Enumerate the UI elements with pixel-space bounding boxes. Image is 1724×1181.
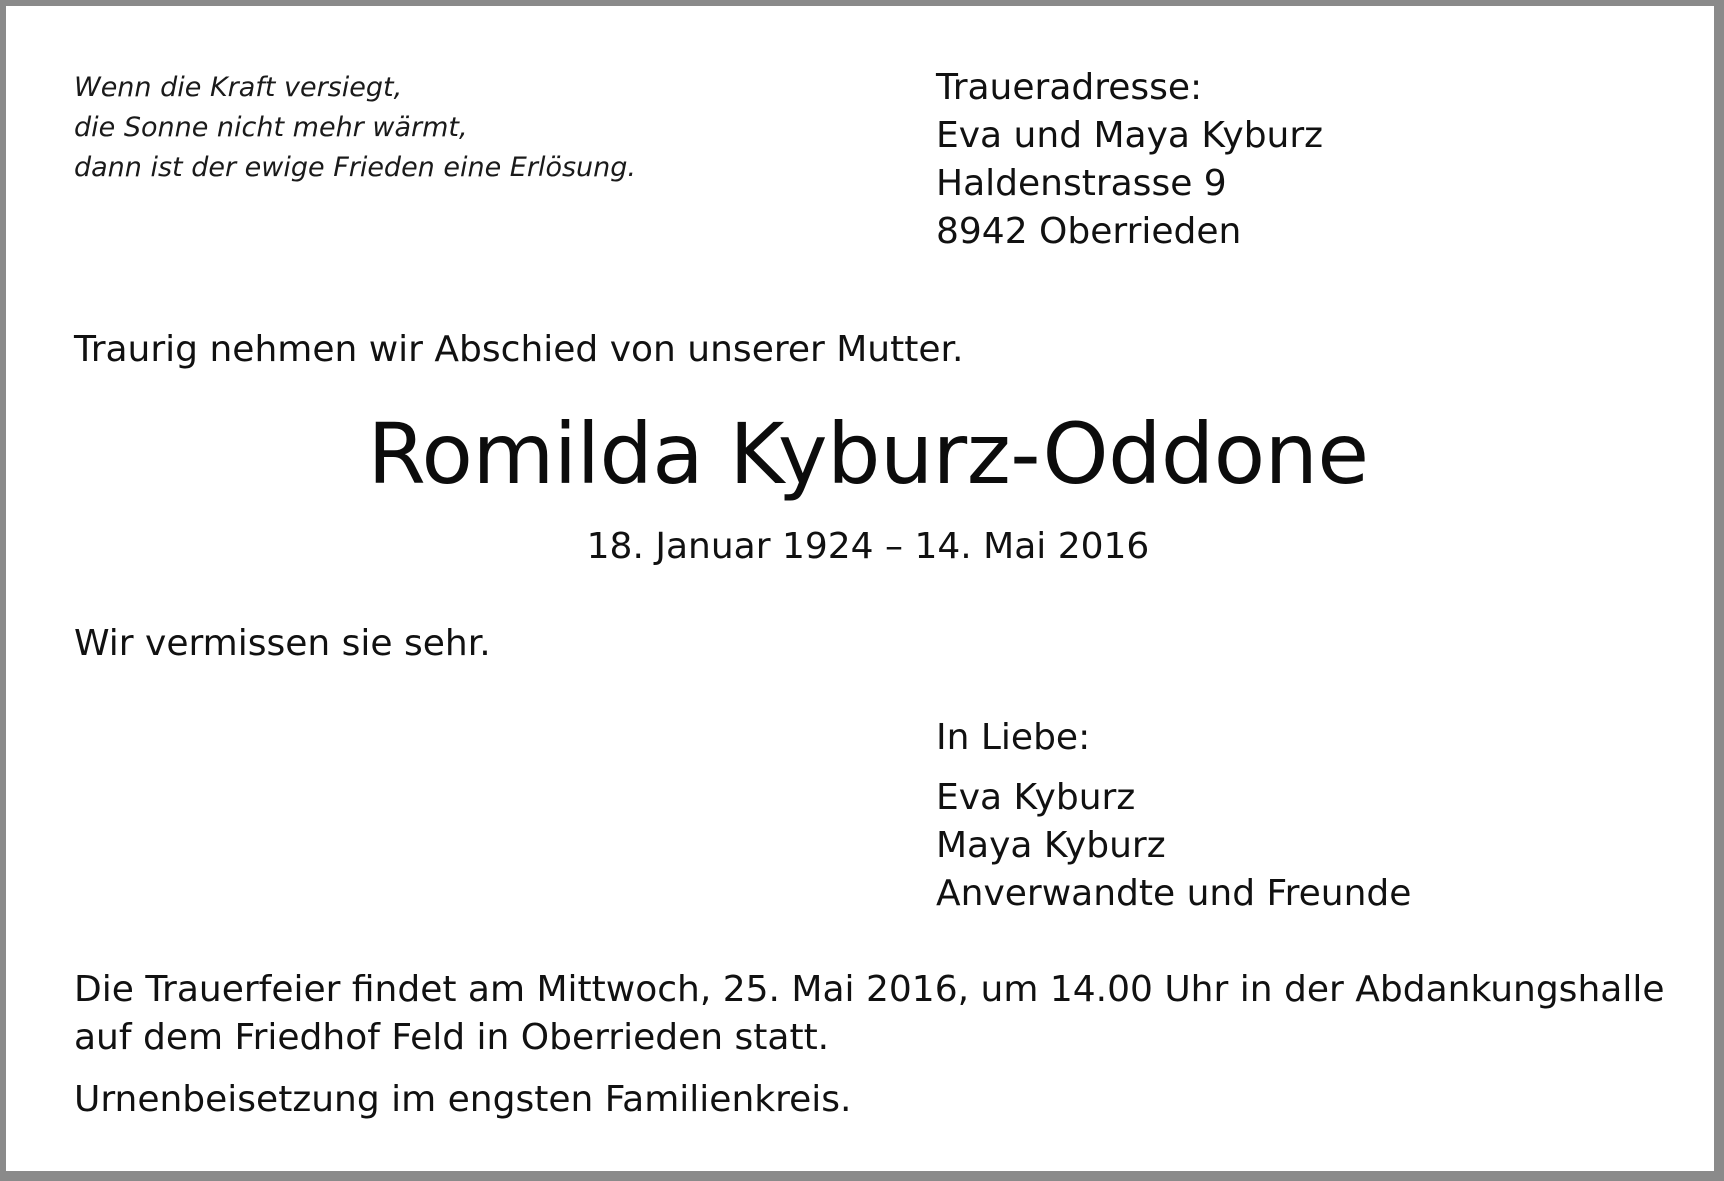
- address-line: 8942 Oberrieden: [936, 211, 1242, 252]
- address-line: Haldenstrasse 9: [936, 163, 1227, 204]
- mourning-address: [936, 64, 1323, 256]
- address-heading: Traueradresse:: [936, 67, 1203, 108]
- motto-line: dann ist der ewige Frieden eine Erlösung.: [74, 152, 636, 183]
- address-line: Eva und Maya Kyburz: [936, 115, 1324, 156]
- family-signature: [936, 714, 1411, 918]
- motto-verse: [74, 68, 636, 188]
- miss-text: Wir vermissen sie sehr.: [74, 623, 491, 664]
- ceremony-line: auf dem Friedhof Feld in Oberrieden statt.: [74, 1017, 830, 1058]
- family-member: Eva Kyburz: [936, 777, 1136, 818]
- family-member: Maya Kyburz: [936, 825, 1166, 866]
- motto-line: Wenn die Kraft versiegt,: [74, 72, 403, 103]
- deceased-name: Romilda Kyburz-Oddone: [367, 405, 1369, 503]
- motto-line: die Sonne nicht mehr wärmt,: [74, 112, 468, 143]
- family-member: Anverwandte und Freunde: [936, 873, 1412, 914]
- intro-text: Traurig nehmen wir Abschied von unserer Mutter.: [74, 329, 964, 370]
- urn-burial-note: Urnenbeisetzung im engsten Familienkreis.: [74, 1079, 852, 1120]
- ceremony-notice: [74, 966, 1664, 1062]
- life-dates: 18. Januar 1924 – 14. Mai 2016: [586, 526, 1150, 567]
- ceremony-line: Die Trauerfeier findet am Mittwoch, 25. Mai 2016, um 14.00 Uhr in der Abdankungshalle: [74, 969, 1665, 1010]
- signature-lead: In Liebe:: [936, 717, 1091, 758]
